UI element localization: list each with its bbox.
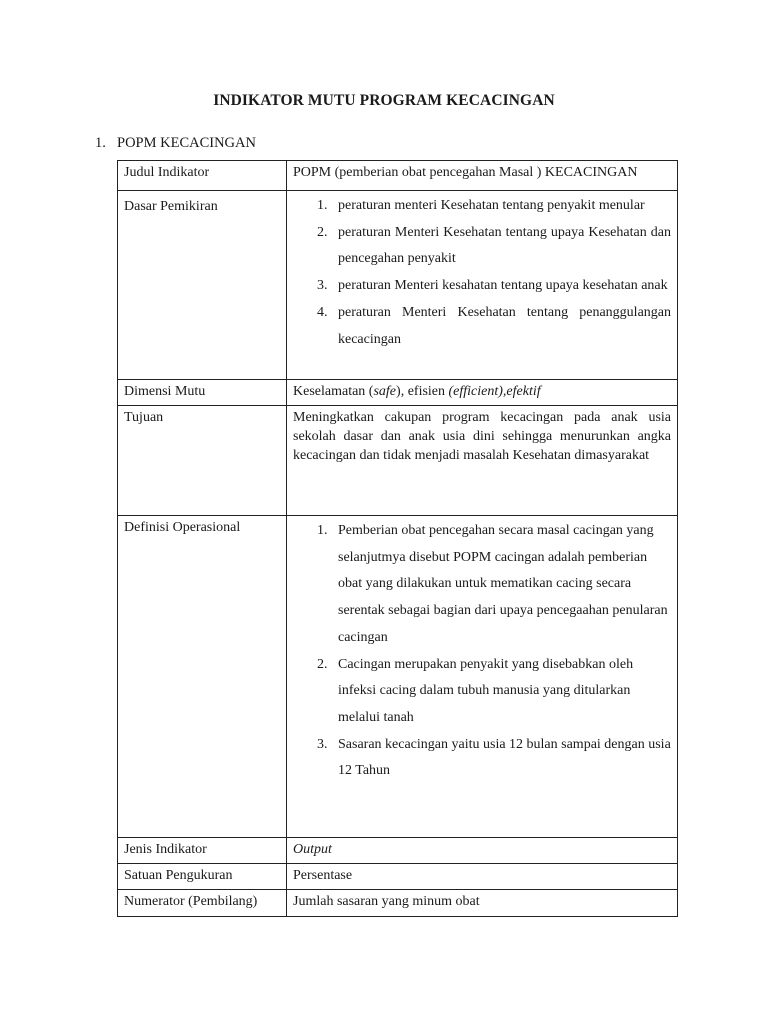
list-number: 2.	[317, 224, 328, 240]
list-text: Cacingan merupakan penyakit yang disebabkan oleh infeksi cacing dalam tubuh manusia yang ditularkan melalui tanah	[338, 656, 634, 725]
definisi-operasional-list	[293, 518, 671, 785]
value-definisi-operasional	[287, 516, 678, 838]
list-item	[293, 652, 671, 732]
list-item	[293, 732, 671, 785]
value-jenis-indikator: Output	[287, 838, 678, 864]
value-dimensi-mutu	[287, 380, 678, 406]
list-number: 2.	[317, 656, 328, 672]
label-satuan-pengukuran: Satuan Pengukuran	[118, 864, 287, 890]
document-title: INDIKATOR MUTU PROGRAM KECACINGAN	[213, 92, 555, 109]
label-tujuan: Tujuan	[118, 406, 287, 516]
value-dasar-pemikiran	[287, 191, 678, 380]
row-judul-indikator	[118, 161, 678, 191]
list-item	[293, 220, 671, 273]
list-text: peraturan Menteri kesahatan tentang upaya kesehatan anak	[338, 278, 668, 294]
list-number: 3.	[317, 736, 328, 752]
label-jenis-indikator: Jenis Indikator	[118, 838, 287, 864]
value-judul-indikator: POPM (pemberian obat pencegahan Masal ) KECACINGAN	[287, 161, 678, 191]
label-dimensi-mutu: Dimensi Mutu	[118, 380, 287, 406]
label-judul-indikator: Judul Indikator	[118, 161, 287, 191]
list-number: 1.	[317, 198, 328, 213]
label-numerator: Numerator (Pembilang)	[118, 890, 287, 917]
list-text: Sasaran kecacingan yaitu usia 12 bulan sampai dengan usia 12 Tahun	[338, 736, 671, 779]
indicator-table	[117, 160, 678, 917]
value-satuan-pengukuran: Persentase	[287, 864, 678, 890]
list-number: 4.	[317, 304, 328, 320]
section-heading	[95, 135, 256, 152]
list-text: peraturan Menteri Kesehatan tentang upaya Kesehatan dan pencegahan penyakit	[338, 224, 671, 267]
section-number: 1.	[95, 135, 106, 151]
row-definisi-operasional	[118, 516, 678, 838]
dimensi-text-italic: (efficient),efektif	[448, 384, 541, 399]
row-dimensi-mutu	[118, 380, 678, 406]
list-text: peraturan menteri Kesehatan tentang penyakit menular	[338, 198, 645, 213]
row-jenis-indikator	[118, 838, 678, 864]
label-dasar-pemikiran: Dasar Pemikiran	[118, 191, 287, 380]
list-item	[293, 300, 671, 353]
list-number: 1.	[317, 523, 328, 538]
value-tujuan: Meningkatkan cakupan program kecacingan pada anak usia sekolah dasar dan anak usia dini sehingga menurunkan angka kecacingan dan tidak menjadi masalah Kesehatan dimasyarakat	[287, 406, 678, 516]
section-label: POPM KECACINGAN	[117, 135, 256, 151]
row-tujuan	[118, 406, 678, 516]
list-text: Pemberian obat pencegahan secara masal cacingan yang selanjutmya disebut POPM cacingan adalah pemberian obat yang dilakukan untuk mematikan cacing secara serentak sebagai bagian dari upaya pencegaahan penularan cacingan	[338, 523, 668, 645]
row-satuan-pengukuran	[118, 864, 678, 890]
list-item	[293, 518, 671, 652]
dimensi-text-italic: safe	[373, 384, 397, 399]
row-numerator	[118, 890, 678, 917]
list-item	[293, 273, 671, 300]
row-dasar-pemikiran	[118, 191, 678, 380]
list-item	[293, 193, 671, 220]
dimensi-text: Keselamatan (	[293, 384, 374, 399]
list-number: 3.	[317, 278, 328, 294]
dasar-pemikiran-list	[293, 193, 671, 353]
list-text: peraturan Menteri Kesehatan tentang penanggulangan kecacingan	[338, 304, 671, 347]
value-numerator: Jumlah sasaran yang minum obat	[287, 890, 678, 917]
label-definisi-operasional: Definisi Operasional	[118, 516, 287, 838]
dimensi-text: ), efisien	[396, 384, 449, 399]
